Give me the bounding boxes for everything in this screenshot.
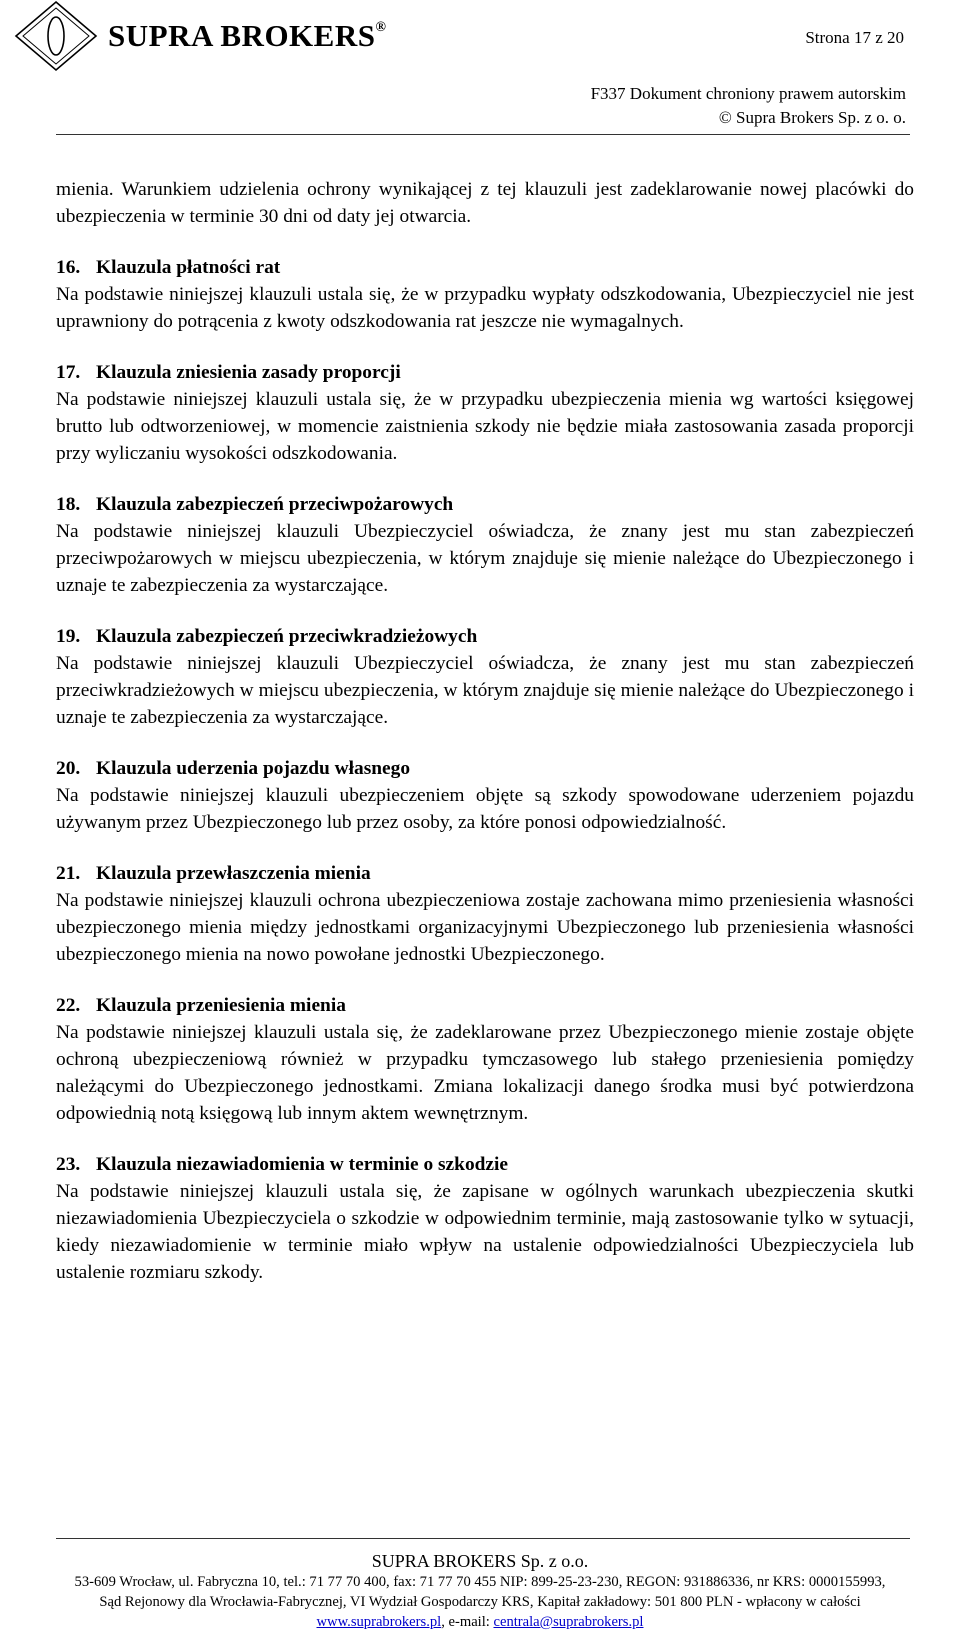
clause-section — [56, 491, 914, 599]
document-body — [56, 176, 914, 1286]
clause-title: Klauzula zniesienia zasady proporcji — [96, 362, 401, 383]
clause-body: Na podstawie niniejszej klauzuli ubezpieczeniem objęte są szkody spowodowane uderzeniem pojazdu używanym przez Ubezpieczonego lub przez osoby, za które ponosi odpowiedzialność. — [56, 785, 914, 833]
supra-brokers-logo-icon — [14, 0, 98, 72]
clause-number: 21. — [56, 863, 81, 884]
clause-body: Na podstawie niniejszej klauzuli ochrona ubezpieczeniowa zostaje zachowana mimo przeniesienia własności ubezpieczonego mienia między jednostkami organizacyjnymi Ubezpieczonego lub przeniesienia własności ubezpieczonego mienia na nowo powołane jednostki Ubezpieczonego. — [56, 890, 914, 965]
clause-list — [56, 254, 914, 1286]
copyright-notice — [591, 82, 906, 130]
clause-heading — [56, 860, 914, 887]
clause-body: Na podstawie niniejszej klauzuli ustala się, że w przypadku ubezpieczenia mienia wg wartości księgowej brutto lub odtworzeniowej, w momencie zaistnienia szkody nie będzie miała zastosowania zasada proporcji przy wyliczaniu wysokości odszkodowania. — [56, 389, 914, 464]
clause-heading — [56, 992, 914, 1019]
clause-number: 19. — [56, 626, 81, 647]
clause-heading — [56, 254, 914, 281]
clause-section — [56, 359, 914, 467]
clause-title: Klauzula niezawiadomienia w terminie o szkodzie — [96, 1154, 509, 1175]
clause-title: Klauzula płatności rat — [96, 257, 281, 278]
footer-company: SUPRA BROKERS Sp. z o.o. — [371, 1551, 589, 1571]
footer-registry: Sąd Rejonowy dla Wrocławia-Fabrycznej, VI Wydział Gospodarczy KRS, Kapitał zakładowy: 501 800 PLN - wpłacony w całości — [99, 1594, 861, 1610]
page-footer — [0, 1550, 960, 1632]
website-link[interactable]: www.suprabrokers.pl — [316, 1614, 442, 1630]
footer-divider — [56, 1538, 910, 1539]
clause-title: Klauzula przeniesienia mienia — [96, 995, 346, 1016]
clause-section — [56, 623, 914, 731]
intro-paragraph: mienia. Warunkiem udzielenia ochrony wynikającej z tej klauzuli jest zadeklarowanie nowej placówki do ubezpieczenia w terminie 30 dni od daty jej otwarcia. — [56, 179, 914, 227]
clause-number: 23. — [56, 1154, 81, 1175]
clause-title: Klauzula zabezpieczeń przeciwkradzieżowych — [96, 626, 478, 647]
clause-title: Klauzula zabezpieczeń przeciwpożarowych — [96, 494, 454, 515]
clause-section — [56, 860, 914, 968]
email-label: , e-mail: — [441, 1614, 494, 1630]
footer-contacts — [0, 1612, 960, 1632]
clause-title: Klauzula przewłaszczenia mienia — [96, 863, 371, 884]
clause-body: Na podstawie niniejszej klauzuli Ubezpieczyciel oświadcza, że znany jest mu stan zabezpieczeń przeciwpożarowych w miejscu ubezpieczenia, w którym znajduje się mienie należące do Ubezpieczonego i uznaje te zabezpieczenia za wystarczające. — [56, 521, 914, 596]
clause-title: Klauzula uderzenia pojazdu własnego — [96, 758, 411, 779]
clause-body: Na podstawie niniejszej klauzuli ustala się, że zapisane w ogólnych warunkach ubezpieczenia skutki niezawiadomienia Ubezpieczyciela o szkodzie w odpowiednim terminie, mają zastosowanie tylko w sytuacji, kiedy niezawiadomienie w terminie miało wpływ na ustalenie odpowiedzialności Ubezpieczyciela lub ustalenie rozmiaru szkody. — [56, 1181, 914, 1283]
clause-heading — [56, 755, 914, 782]
clause-section — [56, 1151, 914, 1286]
registered-mark: ® — [375, 19, 387, 35]
clause-heading — [56, 1151, 914, 1178]
clause-body: Na podstawie niniejszej klauzuli Ubezpieczyciel oświadcza, że znany jest mu stan zabezpieczeń przeciwkradzieżowych w miejscu ubezpieczenia, w którym znajduje się mienie należące do Ubezpieczonego i uznaje te zabezpieczenia za wystarczające. — [56, 653, 914, 728]
clause-body: Na podstawie niniejszej klauzuli ustala się, że w przypadku wypłaty odszkodowania, Ubezpieczyciel nie jest uprawniony do potrącenia z kwoty odszkodowania rat jeszcze nie wymagalnych. — [56, 284, 914, 332]
document-notice: F337 Dokument chroniony prawem autorskim — [590, 84, 906, 103]
clause-number: 22. — [56, 995, 81, 1016]
email-link[interactable]: centrala@suprabrokers.pl — [493, 1614, 644, 1630]
clause-section — [56, 755, 914, 836]
clause-heading — [56, 623, 914, 650]
clause-number: 18. — [56, 494, 81, 515]
clause-heading — [56, 491, 914, 518]
copyright-owner: © Supra Brokers Sp. z o. o. — [718, 108, 906, 127]
clause-number: 20. — [56, 758, 81, 779]
clause-section — [56, 992, 914, 1127]
clause-body: Na podstawie niniejszej klauzuli ustala się, że zadeklarowane przez Ubezpieczonego mienie zostaje objęte ochroną ubezpieczeniową również w przypadku tymczasowego lub stałego przeniesienia pomiędzy należącymi do Ubezpieczonego jednostkami. Zmiana lokalizacji danego środka musi być potwierdzona odpowiednią notą księgową lub innym aktem wewnętrznym. — [56, 1022, 914, 1124]
clause-number: 16. — [56, 257, 81, 278]
clause-section — [56, 254, 914, 335]
page-number: Strona 17 z 20 — [805, 28, 904, 47]
page-header — [0, 0, 960, 130]
brand-name: SUPRA BROKERS® — [108, 18, 387, 53]
header-divider — [56, 134, 910, 135]
clause-heading — [56, 359, 914, 386]
footer-address: 53-609 Wrocław, ul. Fabryczna 10, tel.: 71 77 70 400, fax: 71 77 70 455 NIP: 899-25-23-230, REGON: 931886336, nr KRS: 0000155993, — [74, 1574, 886, 1590]
clause-number: 17. — [56, 362, 81, 383]
